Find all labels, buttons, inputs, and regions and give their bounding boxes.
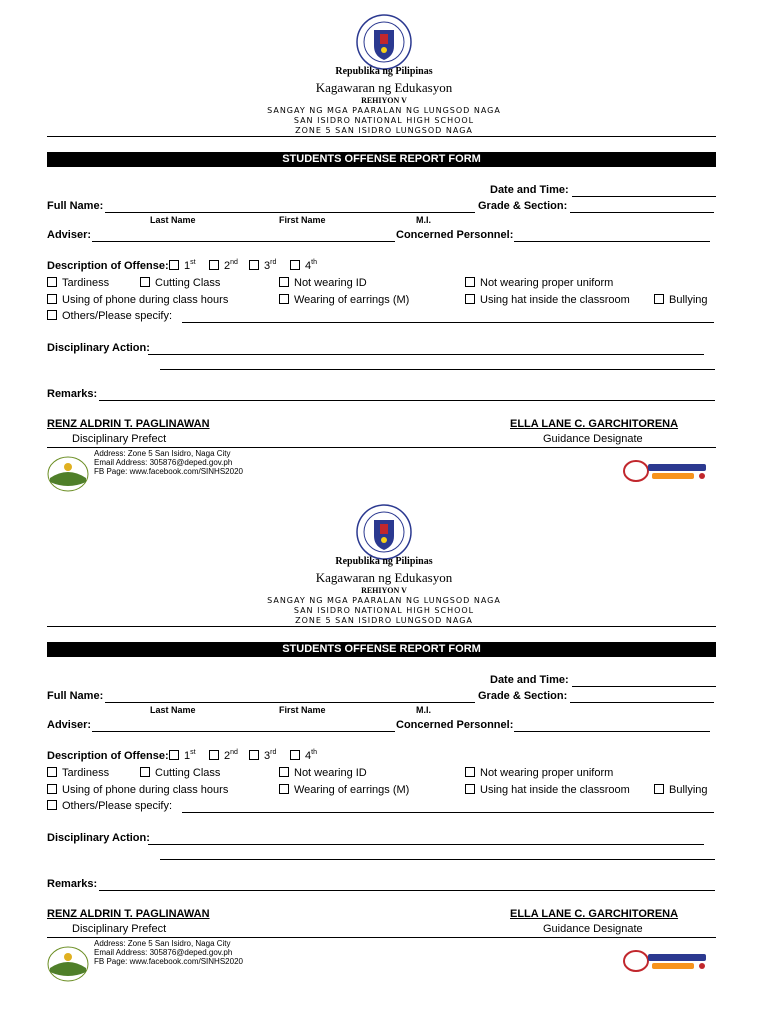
advance-naga-logo-icon bbox=[622, 946, 714, 976]
full-name-label: Full Name: bbox=[47, 200, 104, 212]
concerned-personnel-label: Concerned Personnel: bbox=[396, 719, 514, 731]
prefect-name: RENZ ALDRIN T. PAGLINAWAN bbox=[47, 908, 210, 920]
header-department: Kagawaran ng Edukasyon bbox=[315, 80, 453, 95]
guidance-title: Guidance Designate bbox=[543, 433, 643, 445]
full-name-field[interactable] bbox=[105, 212, 475, 213]
footer-address: Address: Zone 5 San Isidro, Naga City bbox=[94, 939, 231, 948]
concerned-personnel-field[interactable] bbox=[514, 241, 710, 242]
footer-divider bbox=[47, 937, 716, 938]
checkbox[interactable] bbox=[209, 750, 219, 760]
checkbox[interactable] bbox=[47, 800, 57, 810]
footer-email: Email Address: 305876@deped.gov.ph bbox=[94, 948, 233, 957]
remarks-field[interactable] bbox=[99, 890, 715, 891]
option-earrings[interactable]: Wearing of earrings (M) bbox=[279, 294, 409, 306]
disciplinary-action-field[interactable] bbox=[148, 354, 704, 355]
school-logo-icon bbox=[47, 946, 89, 982]
option-cutting-class[interactable]: Cutting Class bbox=[140, 277, 220, 289]
mi-caption: M.I. bbox=[416, 705, 431, 715]
checkbox[interactable] bbox=[279, 277, 289, 287]
checkbox[interactable] bbox=[140, 277, 150, 287]
offense-report-form-2 bbox=[0, 490, 768, 980]
option-bullying[interactable]: Bullying bbox=[654, 294, 708, 306]
footer-address: Address: Zone 5 San Isidro, Naga City bbox=[94, 449, 231, 458]
adviser-field[interactable] bbox=[92, 241, 395, 242]
concerned-personnel-field[interactable] bbox=[514, 731, 710, 732]
disciplinary-action-label: Disciplinary Action: bbox=[47, 832, 150, 844]
checkbox[interactable] bbox=[169, 750, 179, 760]
date-time-field[interactable] bbox=[572, 686, 716, 687]
option-cutting-class[interactable]: Cutting Class bbox=[140, 767, 220, 779]
offense-count-1[interactable]: 1st bbox=[169, 260, 196, 272]
header-region: REHIYON V bbox=[361, 96, 407, 105]
header-division: SANGAY NG MGA PAARALAN NG LUNGSOD NAGA bbox=[267, 596, 501, 605]
checkbox[interactable] bbox=[47, 294, 57, 304]
option-others[interactable]: Others/Please specify: bbox=[47, 310, 172, 322]
offense-label: Description of Offense: bbox=[47, 750, 169, 762]
checkbox[interactable] bbox=[279, 767, 289, 777]
checkbox[interactable] bbox=[465, 277, 475, 287]
school-logo-icon bbox=[47, 456, 89, 492]
adviser-field[interactable] bbox=[92, 731, 395, 732]
offense-count-4[interactable]: 4th bbox=[290, 260, 317, 272]
checkbox[interactable] bbox=[169, 260, 179, 270]
checkbox[interactable] bbox=[465, 767, 475, 777]
header-divider bbox=[47, 136, 716, 137]
checkbox[interactable] bbox=[465, 784, 475, 794]
checkbox[interactable] bbox=[140, 767, 150, 777]
checkbox[interactable] bbox=[290, 260, 300, 270]
header-divider bbox=[47, 626, 716, 627]
first-name-caption: First Name bbox=[279, 215, 326, 225]
footer-divider bbox=[47, 447, 716, 448]
offense-count-2[interactable]: 2nd bbox=[209, 750, 238, 762]
option-others[interactable]: Others/Please specify: bbox=[47, 800, 172, 812]
option-tardiness[interactable]: Tardiness bbox=[47, 277, 109, 289]
option-not-wearing-id[interactable]: Not wearing ID bbox=[279, 767, 367, 779]
header-school: SAN ISIDRO NATIONAL HIGH SCHOOL bbox=[293, 116, 475, 125]
checkbox[interactable] bbox=[654, 784, 664, 794]
adviser-label: Adviser: bbox=[47, 719, 92, 731]
others-field[interactable] bbox=[182, 322, 714, 323]
option-not-wearing-uniform[interactable]: Not wearing proper uniform bbox=[465, 767, 613, 779]
offense-count-3[interactable]: 3rd bbox=[249, 260, 276, 272]
prefect-name: RENZ ALDRIN T. PAGLINAWAN bbox=[47, 418, 210, 430]
offense-count-3[interactable]: 3rd bbox=[249, 750, 276, 762]
offense-count-2[interactable]: 2nd bbox=[209, 260, 238, 272]
checkbox[interactable] bbox=[279, 784, 289, 794]
option-hat[interactable]: Using hat inside the classroom bbox=[465, 784, 630, 796]
guidance-name: ELLA LANE C. GARCHITORENA bbox=[510, 418, 679, 430]
guidance-title: Guidance Designate bbox=[543, 923, 643, 935]
grade-section-field[interactable] bbox=[570, 702, 714, 703]
footer-fb: FB Page: www.facebook.com/SINHS2020 bbox=[94, 957, 243, 966]
checkbox[interactable] bbox=[249, 260, 259, 270]
header-zone: ZONE 5 SAN ISIDRO LUNGSOD NAGA bbox=[295, 126, 473, 135]
date-time-label: Date and Time: bbox=[490, 184, 569, 196]
remarks-label: Remarks: bbox=[47, 878, 98, 890]
offense-label: Description of Offense: bbox=[47, 260, 169, 272]
full-name-label: Full Name: bbox=[47, 690, 104, 702]
grade-section-field[interactable] bbox=[570, 212, 714, 213]
disciplinary-action-field-2[interactable] bbox=[160, 369, 715, 370]
date-time-label: Date and Time: bbox=[490, 674, 569, 686]
option-hat[interactable]: Using hat inside the classroom bbox=[465, 294, 630, 306]
disciplinary-action-field-2[interactable] bbox=[160, 859, 715, 860]
option-not-wearing-uniform[interactable]: Not wearing proper uniform bbox=[465, 277, 613, 289]
prefect-title: Disciplinary Prefect bbox=[72, 433, 167, 445]
checkbox[interactable] bbox=[654, 294, 664, 304]
offense-count-1[interactable]: 1st bbox=[169, 750, 196, 762]
deped-seal-icon bbox=[356, 14, 412, 70]
checkbox[interactable] bbox=[47, 310, 57, 320]
header-zone: ZONE 5 SAN ISIDRO LUNGSOD NAGA bbox=[295, 616, 473, 625]
header-department: Kagawaran ng Edukasyon bbox=[315, 570, 453, 585]
form-title: STUDENTS OFFENSE REPORT FORM bbox=[47, 152, 716, 167]
option-phone[interactable]: Using of phone during class hours bbox=[47, 294, 228, 306]
header-division: SANGAY NG MGA PAARALAN NG LUNGSOD NAGA bbox=[267, 106, 501, 115]
footer-fb: FB Page: www.facebook.com/SINHS2020 bbox=[94, 467, 243, 476]
deped-seal-icon bbox=[356, 504, 412, 560]
checkbox[interactable] bbox=[249, 750, 259, 760]
checkbox[interactable] bbox=[209, 260, 219, 270]
header-republic: Republika ng Pilipinas bbox=[335, 556, 433, 567]
checkbox[interactable] bbox=[47, 277, 57, 287]
header-school: SAN ISIDRO NATIONAL HIGH SCHOOL bbox=[293, 606, 475, 615]
option-earrings[interactable]: Wearing of earrings (M) bbox=[279, 784, 409, 796]
date-time-field[interactable] bbox=[572, 196, 716, 197]
form-title: STUDENTS OFFENSE REPORT FORM bbox=[47, 642, 716, 657]
last-name-caption: Last Name bbox=[150, 705, 196, 715]
checkbox[interactable] bbox=[465, 294, 475, 304]
advance-naga-logo-icon bbox=[622, 456, 714, 486]
checkbox[interactable] bbox=[47, 767, 57, 777]
remarks-field[interactable] bbox=[99, 400, 715, 401]
offense-report-form-1 bbox=[0, 0, 768, 490]
header-region: REHIYON V bbox=[361, 586, 407, 595]
footer-email: Email Address: 305876@deped.gov.ph bbox=[94, 458, 233, 467]
last-name-caption: Last Name bbox=[150, 215, 196, 225]
option-bullying[interactable]: Bullying bbox=[654, 784, 708, 796]
option-not-wearing-id[interactable]: Not wearing ID bbox=[279, 277, 367, 289]
disciplinary-action-field[interactable] bbox=[148, 844, 704, 845]
option-tardiness[interactable]: Tardiness bbox=[47, 767, 109, 779]
checkbox[interactable] bbox=[290, 750, 300, 760]
checkbox[interactable] bbox=[47, 784, 57, 794]
header-republic: Republika ng Pilipinas bbox=[335, 66, 433, 77]
guidance-name: ELLA LANE C. GARCHITORENA bbox=[510, 908, 679, 920]
offense-count-4[interactable]: 4th bbox=[290, 750, 317, 762]
mi-caption: M.I. bbox=[416, 215, 431, 225]
checkbox[interactable] bbox=[279, 294, 289, 304]
grade-section-label: Grade & Section: bbox=[478, 690, 568, 702]
grade-section-label: Grade & Section: bbox=[478, 200, 568, 212]
disciplinary-action-label: Disciplinary Action: bbox=[47, 342, 150, 354]
concerned-personnel-label: Concerned Personnel: bbox=[396, 229, 514, 241]
prefect-title: Disciplinary Prefect bbox=[72, 923, 167, 935]
adviser-label: Adviser: bbox=[47, 229, 92, 241]
full-name-field[interactable] bbox=[105, 702, 475, 703]
option-phone[interactable]: Using of phone during class hours bbox=[47, 784, 228, 796]
remarks-label: Remarks: bbox=[47, 388, 98, 400]
others-field[interactable] bbox=[182, 812, 714, 813]
first-name-caption: First Name bbox=[279, 705, 326, 715]
